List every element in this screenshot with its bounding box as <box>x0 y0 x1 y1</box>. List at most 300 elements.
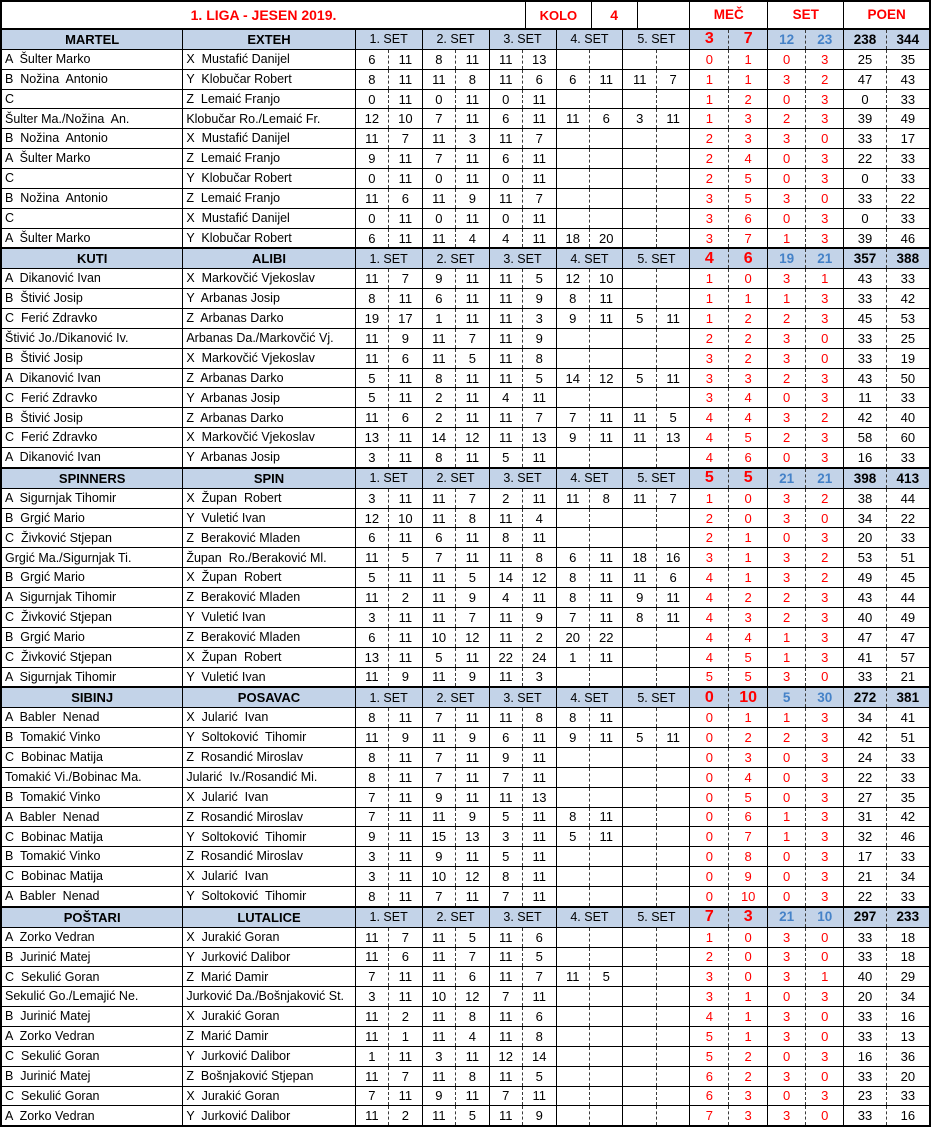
set-score: 11 <box>456 269 489 288</box>
away-sets-won: 3 <box>806 229 844 248</box>
set-score <box>557 668 590 687</box>
set-score: 11 <box>356 129 389 148</box>
away-mec-score: 1 <box>729 289 768 308</box>
set-header-label: 1. SET <box>356 249 423 268</box>
home-set-total: 21 <box>768 908 806 927</box>
home-mec-score: 2 <box>690 169 729 188</box>
set-score: 8 <box>356 887 389 906</box>
away-player-name: X Mustafić Danijel <box>183 129 355 148</box>
home-team-name: SIBINJ <box>2 688 183 707</box>
set-score: 11 <box>490 608 523 627</box>
set-score <box>623 448 656 467</box>
set-score: 11 <box>523 887 556 906</box>
set-score: 11 <box>356 548 389 567</box>
set-score: 4 <box>490 388 523 407</box>
away-player-name: X Jularić Ivan <box>183 708 355 727</box>
set-score <box>557 189 590 208</box>
set-score: 11 <box>456 169 489 188</box>
set-score: 7 <box>490 887 523 906</box>
match-row <box>2 1086 929 1106</box>
away-player-name: Y Arbanas Josip <box>183 448 355 467</box>
home-sets-won: 0 <box>768 149 806 168</box>
away-player-name: Z Arbanas Darko <box>183 369 355 388</box>
set-score: 11 <box>389 748 422 767</box>
set-score <box>590 1007 623 1026</box>
set-score: 11 <box>389 628 422 647</box>
set-score: 12 <box>356 109 389 128</box>
set-score: 6 <box>389 349 422 368</box>
set-score: 8 <box>356 708 389 727</box>
set-score: 7 <box>456 608 489 627</box>
home-mec-score: 2 <box>690 528 729 547</box>
home-mec-total: 7 <box>690 908 729 927</box>
away-sets-won: 2 <box>806 70 844 89</box>
away-mec-score: 7 <box>729 229 768 248</box>
away-player-name: Z Marić Damir <box>183 967 355 986</box>
set-score: 1 <box>356 1047 389 1066</box>
set-score: 8 <box>356 70 389 89</box>
set-score: 7 <box>490 987 523 1006</box>
set-score: 13 <box>657 428 690 447</box>
home-points: 53 <box>844 548 886 567</box>
away-team-name: EXTEH <box>183 30 355 49</box>
set-score: 8 <box>557 588 590 607</box>
home-sets-won: 0 <box>768 90 806 109</box>
set-score: 8 <box>523 349 556 368</box>
away-mec-score: 3 <box>729 129 768 148</box>
away-mec-score: 0 <box>729 509 768 528</box>
match-row <box>2 69 929 89</box>
set-score: 11 <box>490 1007 523 1026</box>
away-sets-won: 2 <box>806 408 844 427</box>
set-score: 7 <box>423 768 456 787</box>
away-sets-won: 0 <box>806 349 844 368</box>
set-score: 11 <box>423 1106 456 1125</box>
set-score: 11 <box>490 70 523 89</box>
match-row <box>2 747 929 767</box>
home-sets-won: 1 <box>768 648 806 667</box>
match-row <box>2 288 929 308</box>
away-set-total: 21 <box>806 249 844 268</box>
home-mec-score: 3 <box>690 987 729 1006</box>
set-score: 7 <box>356 788 389 807</box>
set-score <box>623 269 656 288</box>
away-points: 40 <box>900 410 916 426</box>
set-score: 6 <box>557 548 590 567</box>
set-score <box>657 808 690 827</box>
home-player-name: B Grgić Mario <box>2 628 183 647</box>
set-score: 13 <box>356 648 389 667</box>
set-score: 11 <box>523 768 556 787</box>
away-player-name: Jularić Iv./Rosandić Mi. <box>183 768 355 787</box>
home-team-name: SPINNERS <box>2 469 183 488</box>
home-player-name: A Dikanović Ivan <box>2 369 183 388</box>
set-score <box>657 388 690 407</box>
home-player-name: B Grgić Mario <box>2 509 183 528</box>
away-sets-won: 3 <box>806 169 844 188</box>
set-score: 4 <box>456 229 489 248</box>
home-points: 33 <box>844 1027 886 1046</box>
set-score <box>657 928 690 947</box>
away-mec-score: 5 <box>729 788 768 807</box>
home-mec-score: 0 <box>690 887 729 906</box>
set-score: 6 <box>490 728 523 747</box>
away-player-name: Y Arbanas Josip <box>183 388 355 407</box>
away-player-name: Z Lemaić Franjo <box>183 189 355 208</box>
away-mec-score: 1 <box>729 568 768 587</box>
set-score: 6 <box>423 528 456 547</box>
set-score: 11 <box>590 608 623 627</box>
set-score: 11 <box>523 728 556 747</box>
home-sets-won: 0 <box>768 50 806 69</box>
set-score: 11 <box>423 229 456 248</box>
home-points: 16 <box>844 448 886 467</box>
set-score: 6 <box>389 189 422 208</box>
home-points: 0 <box>844 169 886 188</box>
set-score: 11 <box>490 189 523 208</box>
home-points: 43 <box>844 588 886 607</box>
match-row <box>2 108 929 128</box>
home-player-name: B Grgić Mario <box>2 568 183 587</box>
set-score: 11 <box>490 967 523 986</box>
home-mec-score: 3 <box>690 548 729 567</box>
set-score: 19 <box>356 309 389 328</box>
home-player-name: Tomakić Vi./Bobinac Ma. <box>2 768 183 787</box>
away-points: 33 <box>900 449 916 465</box>
home-poen-total: 357 <box>844 249 886 268</box>
home-points: 25 <box>844 50 886 69</box>
set-score: 7 <box>389 269 422 288</box>
set-score <box>557 948 590 967</box>
away-mec-score: 0 <box>729 948 768 967</box>
set-score: 11 <box>389 229 422 248</box>
set-score: 3 <box>523 309 556 328</box>
set-score: 11 <box>490 708 523 727</box>
away-player-name: Y Klobučar Robert <box>183 169 355 188</box>
set-score: 8 <box>523 548 556 567</box>
set-score: 5 <box>623 309 656 328</box>
home-sets-won: 0 <box>768 1087 806 1106</box>
set-score: 0 <box>356 90 389 109</box>
set-score: 5 <box>490 847 523 866</box>
page-title: 1. LIGA - JESEN 2019. <box>2 2 526 28</box>
set-score <box>657 289 690 308</box>
away-mec-score: 0 <box>729 928 768 947</box>
away-player-name: X Župan Robert <box>183 648 355 667</box>
home-sets-won: 3 <box>768 509 806 528</box>
match-row <box>2 168 929 188</box>
set-score: 11 <box>657 109 690 128</box>
set-score <box>623 349 656 368</box>
match-row <box>2 927 929 947</box>
away-player-name: X Markovčić Vjekoslav <box>183 269 355 288</box>
set-score: 2 <box>423 408 456 427</box>
match-row <box>2 567 929 587</box>
away-sets-won: 3 <box>806 1047 844 1066</box>
set-score <box>623 1047 656 1066</box>
away-points: 33 <box>900 170 916 186</box>
away-player-name: Z Rosandić Miroslav <box>183 748 355 767</box>
home-player-name: Štivić Jo./Dikanović Iv. <box>2 329 183 348</box>
set-score: 12 <box>456 987 489 1006</box>
home-points: 17 <box>844 847 886 866</box>
set-score: 7 <box>423 548 456 567</box>
set-score: 12 <box>590 369 623 388</box>
match-row <box>2 527 929 547</box>
set-score: 7 <box>356 808 389 827</box>
set-score: 11 <box>389 149 422 168</box>
home-mec-score: 7 <box>690 1106 729 1125</box>
home-sets-won: 0 <box>768 528 806 547</box>
home-player-name: C <box>2 90 183 109</box>
set-score: 9 <box>456 668 489 687</box>
set-score: 7 <box>557 408 590 427</box>
home-sets-won: 2 <box>768 109 806 128</box>
set-score: 6 <box>389 408 422 427</box>
set-score: 8 <box>557 708 590 727</box>
set-score <box>623 887 656 906</box>
match-row <box>2 508 929 528</box>
set-score <box>623 289 656 308</box>
home-set-total: 5 <box>768 688 806 707</box>
set-score: 9 <box>523 329 556 348</box>
home-points: 0 <box>844 209 886 228</box>
set-score <box>623 768 656 787</box>
set-score: 11 <box>657 728 690 747</box>
away-player-name: Y Arbanas Josip <box>183 289 355 308</box>
set-score: 11 <box>490 928 523 947</box>
set-header-label: 3. SET <box>490 908 557 927</box>
home-sets-won: 0 <box>768 388 806 407</box>
match-row <box>2 727 929 747</box>
title-row <box>2 2 929 28</box>
set-score: 1 <box>557 648 590 667</box>
home-player-name: Grgić Ma./Sigurnjak Ti. <box>2 548 183 567</box>
set-score: 9 <box>423 1087 456 1106</box>
match-row <box>2 866 929 886</box>
away-points: 60 <box>900 430 916 446</box>
away-mec-score: 4 <box>729 408 768 427</box>
set-score: 7 <box>389 1067 422 1086</box>
set-score: 11 <box>389 428 422 447</box>
set-score: 12 <box>456 628 489 647</box>
away-points: 29 <box>900 969 916 985</box>
away-mec-score: 2 <box>729 1047 768 1066</box>
home-points: 33 <box>844 349 886 368</box>
home-player-name: B Nožina Antonio <box>2 129 183 148</box>
away-points: 50 <box>900 370 916 386</box>
set-score: 9 <box>557 428 590 447</box>
away-poen-total: 388 <box>896 251 920 267</box>
set-score <box>657 708 690 727</box>
home-mec-score: 3 <box>690 967 729 986</box>
set-header-label: 2. SET <box>423 688 490 707</box>
set-header-label: 4. SET <box>557 469 624 488</box>
home-mec-score: 0 <box>690 867 729 886</box>
set-score: 11 <box>523 827 556 846</box>
set-score: 11 <box>490 628 523 647</box>
away-sets-won: 3 <box>806 867 844 886</box>
away-player-name: Y Soltoković Tihomir <box>183 728 355 747</box>
set-score <box>623 967 656 986</box>
away-mec-score: 1 <box>729 50 768 69</box>
set-score <box>557 388 590 407</box>
home-sets-won: 3 <box>768 548 806 567</box>
match-row <box>2 148 929 168</box>
set-score <box>623 129 656 148</box>
set-score: 11 <box>356 1007 389 1026</box>
away-points: 18 <box>900 929 916 945</box>
set-score <box>590 129 623 148</box>
set-score: 11 <box>389 867 422 886</box>
home-mec-score: 4 <box>690 628 729 647</box>
home-points: 0 <box>844 90 886 109</box>
away-mec-total: 6 <box>729 249 768 268</box>
home-sets-won: 2 <box>768 728 806 747</box>
set-score: 11 <box>389 169 422 188</box>
set-score: 7 <box>423 748 456 767</box>
away-mec-score: 4 <box>729 768 768 787</box>
away-sets-won: 3 <box>806 987 844 1006</box>
home-points: 40 <box>844 608 886 627</box>
set-score: 0 <box>423 169 456 188</box>
set-score: 11 <box>356 269 389 288</box>
set-score: 0 <box>490 90 523 109</box>
set-score: 11 <box>456 90 489 109</box>
home-points: 42 <box>844 408 886 427</box>
home-sets-won: 1 <box>768 708 806 727</box>
away-mec-total: 3 <box>729 908 768 927</box>
set-score: 22 <box>590 628 623 647</box>
set-score: 11 <box>389 1087 422 1106</box>
away-sets-won: 3 <box>806 808 844 827</box>
away-poen-total: 344 <box>896 31 920 47</box>
away-mec-score: 1 <box>729 987 768 1006</box>
away-sets-won: 2 <box>806 489 844 508</box>
set-score: 11 <box>590 568 623 587</box>
set-score: 11 <box>389 369 422 388</box>
home-points: 42 <box>844 728 886 747</box>
away-sets-won: 3 <box>806 149 844 168</box>
away-mec-total: 7 <box>729 30 768 49</box>
set-score: 11 <box>389 90 422 109</box>
match-row <box>2 188 929 208</box>
away-points: 19 <box>900 350 916 366</box>
set-score: 11 <box>389 708 422 727</box>
away-points: 51 <box>900 550 916 566</box>
away-points: 34 <box>900 869 916 885</box>
away-mec-score: 4 <box>729 149 768 168</box>
set-score <box>657 1106 690 1125</box>
home-player-name: A Zorko Vedran <box>2 1106 183 1125</box>
set-score <box>557 509 590 528</box>
set-score: 9 <box>523 1106 556 1125</box>
set-score <box>557 1027 590 1046</box>
set-score: 11 <box>356 329 389 348</box>
away-poen-total: 413 <box>896 470 920 486</box>
set-score <box>557 1007 590 1026</box>
set-score <box>623 1007 656 1026</box>
home-points: 38 <box>844 489 886 508</box>
away-player-name: Y Klobučar Robert <box>183 229 355 248</box>
home-mec-score: 5 <box>690 1047 729 1066</box>
set-score: 11 <box>389 1047 422 1066</box>
match-row <box>2 387 929 407</box>
home-mec-total: 3 <box>690 30 729 49</box>
set-score: 8 <box>456 70 489 89</box>
set-header-label: 2. SET <box>423 30 490 49</box>
set-score: 5 <box>523 948 556 967</box>
away-set-total: 23 <box>806 30 844 49</box>
set-score: 11 <box>423 668 456 687</box>
away-team-name: SPIN <box>183 469 355 488</box>
away-player-name: X Župan Robert <box>183 489 355 508</box>
match-row <box>2 308 929 328</box>
away-sets-won: 1 <box>806 269 844 288</box>
set-score: 16 <box>657 548 690 567</box>
home-points: 33 <box>844 129 886 148</box>
away-sets-won: 3 <box>806 289 844 308</box>
away-mec-score: 1 <box>729 1007 768 1026</box>
set-score: 7 <box>423 149 456 168</box>
home-sets-won: 3 <box>768 948 806 967</box>
away-mec-score: 5 <box>729 169 768 188</box>
set-score: 11 <box>490 50 523 69</box>
set-score: 11 <box>456 388 489 407</box>
set-score: 11 <box>590 648 623 667</box>
set-score: 11 <box>356 728 389 747</box>
set-header-label: 2. SET <box>423 908 490 927</box>
home-mec-score: 4 <box>690 608 729 627</box>
set-score: 11 <box>523 987 556 1006</box>
away-poen-total: 381 <box>896 690 920 706</box>
set-score: 11 <box>523 229 556 248</box>
away-points: 53 <box>900 310 916 326</box>
set-score: 3 <box>456 129 489 148</box>
set-score: 24 <box>523 648 556 667</box>
away-mec-score: 0 <box>729 489 768 508</box>
set-header-label: 1. SET <box>356 30 423 49</box>
away-sets-won: 0 <box>806 129 844 148</box>
set-score: 6 <box>490 149 523 168</box>
away-points: 33 <box>900 888 916 904</box>
set-score: 9 <box>557 728 590 747</box>
home-player-name: Sekulić Go./Lemajić Ne. <box>2 987 183 1006</box>
home-sets-won: 2 <box>768 309 806 328</box>
set-score <box>590 329 623 348</box>
set-score: 11 <box>389 608 422 627</box>
set-score: 11 <box>490 1027 523 1046</box>
home-sets-won: 0 <box>768 867 806 886</box>
match-row <box>2 368 929 388</box>
home-mec-score: 4 <box>690 648 729 667</box>
home-sets-won: 1 <box>768 827 806 846</box>
home-sets-won: 3 <box>768 408 806 427</box>
set-score: 9 <box>389 668 422 687</box>
set-score: 11 <box>590 309 623 328</box>
home-mec-score: 2 <box>690 149 729 168</box>
set-score: 2 <box>423 388 456 407</box>
set-score: 9 <box>490 748 523 767</box>
set-score <box>590 887 623 906</box>
home-player-name: A Babler Nenad <box>2 887 183 906</box>
set-score: 8 <box>356 768 389 787</box>
set-score: 11 <box>557 967 590 986</box>
away-mec-score: 2 <box>729 1067 768 1086</box>
set-score: 11 <box>523 149 556 168</box>
away-player-name: Z Rosandić Miroslav <box>183 808 355 827</box>
set-score: 7 <box>557 608 590 627</box>
